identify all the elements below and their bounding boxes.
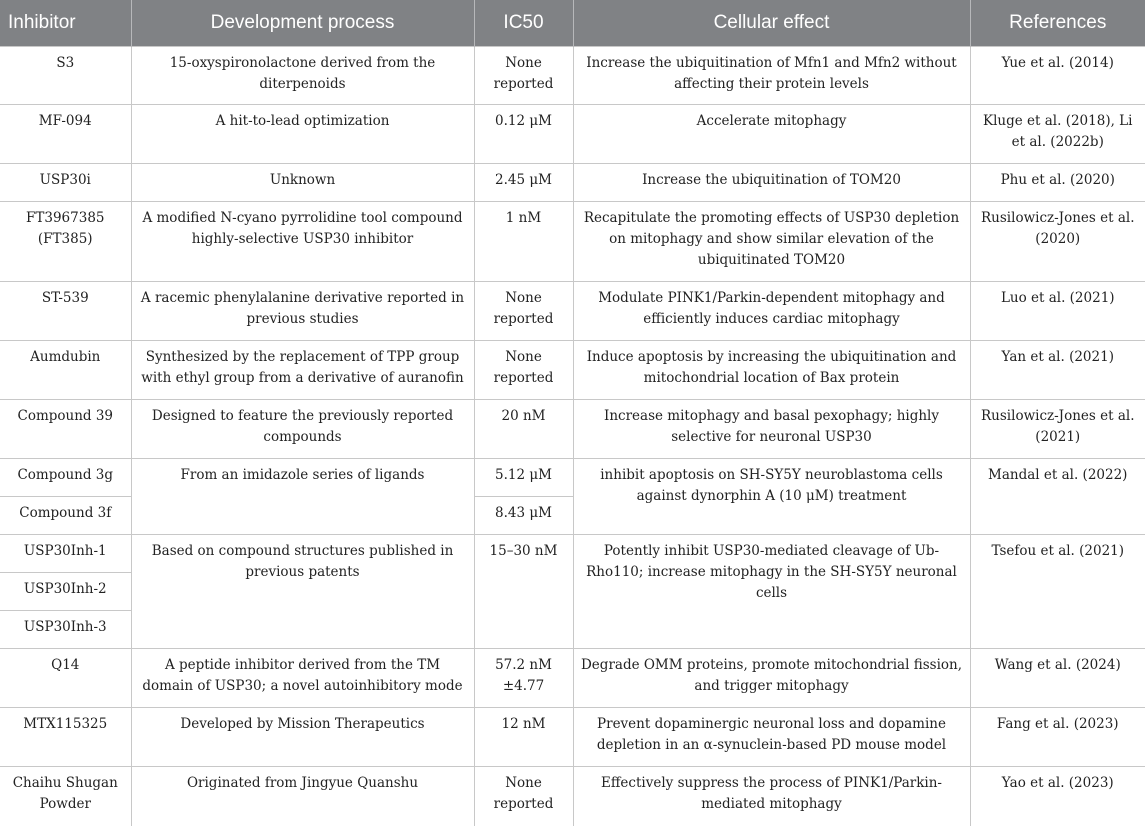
ic50-cell: 20 nM (474, 400, 573, 459)
header-development-process: Development process (131, 0, 474, 47)
reference-cell: Yao et al. (2023) (970, 767, 1145, 826)
reference-cell: Yue et al. (2014) (970, 47, 1145, 105)
process-cell: From an imidazole series of ligands (131, 459, 474, 535)
inhibitor-cell: MTX115325 (0, 708, 131, 767)
ic50-cell: 12 nM (474, 708, 573, 767)
effect-cell: Accelerate mitophagy (573, 105, 970, 164)
inhibitor-cell: USP30Inh-2 (0, 573, 131, 611)
process-cell: A racemic phenylalanine derivative reported in previous studies (131, 282, 474, 341)
ic50-cell: 5.12 μM (474, 459, 573, 497)
table-row (0, 164, 1145, 202)
table-row (0, 767, 1145, 826)
inhibitor-cell: Compound 3f (0, 497, 131, 535)
inhibitor-cell: S3 (0, 47, 131, 105)
effect-cell: Modulate PINK1/Parkin-dependent mitophagy and efficiently induces cardiac mitophagy (573, 282, 970, 341)
effect-cell: Induce apoptosis by increasing the ubiquitination and mitochondrial location of Bax protein (573, 341, 970, 400)
process-cell: Based on compound structures published in previous patents (131, 535, 474, 649)
ic50-cell: 1 nM (474, 202, 573, 282)
inhibitor-cell: ST-539 (0, 282, 131, 341)
inhibitor-cell: USP30i (0, 164, 131, 202)
table-row (0, 47, 1145, 105)
effect-cell: Degrade OMM proteins, promote mitochondrial fission, and trigger mitophagy (573, 649, 970, 708)
reference-cell: Phu et al. (2020) (970, 164, 1145, 202)
process-cell: Originated from Jingyue Quanshu (131, 767, 474, 826)
reference-cell: Wang et al. (2024) (970, 649, 1145, 708)
inhibitor-cell: Chaihu Shugan Powder (0, 767, 131, 826)
inhibitor-cell: USP30Inh-1 (0, 535, 131, 573)
header-cellular-effect: Cellular effect (573, 0, 970, 47)
effect-cell: Potently inhibit USP30-mediated cleavage of Ub-Rho110; increase mitophagy in the SH-SY5Y neuronal cells (573, 535, 970, 649)
table-row (0, 341, 1145, 400)
effect-cell: Increase mitophagy and basal pexophagy; highly selective for neuronal USP30 (573, 400, 970, 459)
effect-cell: Effectively suppress the process of PINK1/Parkin-mediated mitophagy (573, 767, 970, 826)
inhibitor-cell: FT3967385 (FT385) (0, 202, 131, 282)
inhibitor-cell: Compound 39 (0, 400, 131, 459)
table-row (0, 105, 1145, 164)
reference-cell: Rusilowicz-Jones et al. (2020) (970, 202, 1145, 282)
inhibitor-cell: Aumdubin (0, 341, 131, 400)
inhibitor-cell: Compound 3g (0, 459, 131, 497)
effect-cell: Prevent dopaminergic neuronal loss and dopamine depletion in an α-synuclein-based PD mouse model (573, 708, 970, 767)
reference-cell: Fang et al. (2023) (970, 708, 1145, 767)
ic50-cell: None reported (474, 767, 573, 826)
inhibitor-cell: Q14 (0, 649, 131, 708)
process-cell: A hit-to-lead optimization (131, 105, 474, 164)
reference-cell: Kluge et al. (2018), Li et al. (2022b) (970, 105, 1145, 164)
ic50-cell: 0.12 μM (474, 105, 573, 164)
header-references: References (970, 0, 1145, 47)
table-row (0, 282, 1145, 341)
table-row (0, 202, 1145, 282)
table-row (0, 649, 1145, 708)
process-cell: Designed to feature the previously reported compounds (131, 400, 474, 459)
reference-cell: Luo et al. (2021) (970, 282, 1145, 341)
process-cell: A peptide inhibitor derived from the TM domain of USP30; a novel autoinhibitory mode (131, 649, 474, 708)
effect-cell: inhibit apoptosis on SH-SY5Y neuroblastoma cells against dynorphin A (10 μM) treatment (573, 459, 970, 535)
effect-cell: Increase the ubiquitination of Mfn1 and Mfn2 without affecting their protein levels (573, 47, 970, 105)
ic50-cell: 8.43 μM (474, 497, 573, 535)
reference-cell: Tsefou et al. (2021) (970, 535, 1145, 649)
ic50-cell: 15–30 nM (474, 535, 573, 649)
table-row (0, 459, 1145, 497)
process-cell: Unknown (131, 164, 474, 202)
ic50-cell: None reported (474, 282, 573, 341)
ic50-cell: None reported (474, 47, 573, 105)
process-cell: Synthesized by the replacement of TPP group with ethyl group from a derivative of auranofin (131, 341, 474, 400)
process-cell: Developed by Mission Therapeutics (131, 708, 474, 767)
process-cell: A modified N-cyano pyrrolidine tool compound highly-selective USP30 inhibitor (131, 202, 474, 282)
table-row (0, 400, 1145, 459)
table-row (0, 535, 1145, 573)
header-row (0, 0, 1145, 47)
process-cell: 15-oxyspironolactone derived from the diterpenoids (131, 47, 474, 105)
reference-cell: Mandal et al. (2022) (970, 459, 1145, 535)
reference-cell: Yan et al. (2021) (970, 341, 1145, 400)
header-ic50: IC50 (474, 0, 573, 47)
ic50-cell: 2.45 μM (474, 164, 573, 202)
effect-cell: Increase the ubiquitination of TOM20 (573, 164, 970, 202)
inhibitor-cell: MF-094 (0, 105, 131, 164)
ic50-cell: 57.2 nM ±4.77 (474, 649, 573, 708)
ic50-cell: None reported (474, 341, 573, 400)
inhibitor-cell: USP30Inh-3 (0, 611, 131, 649)
effect-cell: Recapitulate the promoting effects of USP30 depletion on mitophagy and show similar elevation of the ubiquitinated TOM20 (573, 202, 970, 282)
header-inhibitor: Inhibitor (0, 0, 131, 47)
table-row (0, 708, 1145, 767)
reference-cell: Rusilowicz-Jones et al. (2021) (970, 400, 1145, 459)
